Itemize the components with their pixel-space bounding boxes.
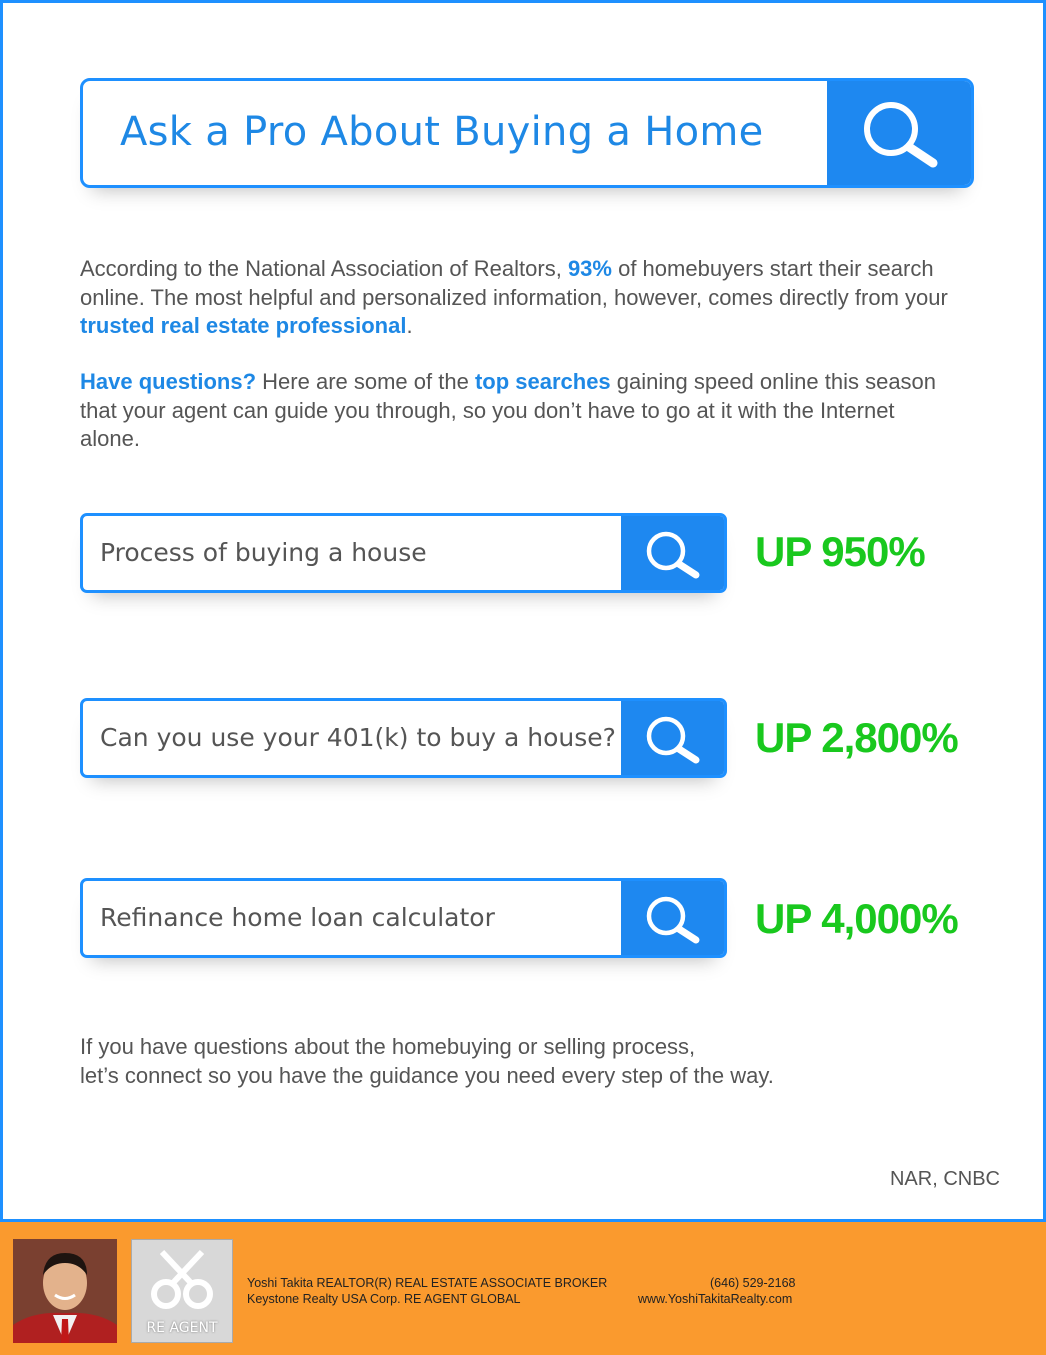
- search-icon: [827, 81, 971, 185]
- closing-paragraph: [80, 1033, 960, 1090]
- search-button: [621, 701, 724, 775]
- agent-website-link[interactable]: www.YoshiTakitaRealty.com: [638, 1292, 793, 1306]
- intro-text-2: of homebuyers start their search online. The most helpful and personalized information, however, comes directly from your: [80, 256, 948, 310]
- search-icon: [621, 516, 724, 590]
- closing-line-1: If you have questions about the homebuying or selling process,: [80, 1034, 696, 1059]
- intro-text-1: According to the National Association of Realtors,: [80, 256, 568, 281]
- hero-search-button: [827, 81, 971, 185]
- questions-text-1: Here are some of the: [256, 369, 475, 394]
- stat-increase: UP 950%: [755, 528, 925, 575]
- logo-text: RE AGENT: [146, 1320, 218, 1336]
- source-citation: NAR, CNBC: [889, 1168, 1000, 1190]
- search-button: [621, 516, 724, 590]
- search-button: [621, 881, 724, 955]
- intro-highlight-2: trusted real estate professional: [80, 313, 407, 338]
- stat-increase: UP 4,000%: [755, 895, 958, 942]
- questions-highlight-1: Have questions?: [80, 369, 257, 394]
- questions-text-2: gaining speed online this season that your agent can guide you through, so you don’t have to go at it with the Internet alone.: [80, 369, 937, 451]
- re-agent-logo: [131, 1239, 233, 1343]
- agent-name-line: Yoshi Takita REALTOR(R) REAL ESTATE ASSOCIATE BROKER: [247, 1276, 608, 1290]
- questions-highlight-2: top searches: [474, 369, 611, 394]
- agent-portrait-icon: [13, 1239, 117, 1343]
- questions-paragraph: [80, 368, 960, 454]
- closing-line-2: let’s connect so you have the guidance you need every step of the way.: [80, 1062, 774, 1088]
- search-bar-2: [80, 698, 727, 778]
- search-icon: [621, 881, 724, 955]
- search-query: Can you use your 401(k) to buy a house?: [100, 723, 616, 752]
- search-icon: [621, 701, 724, 775]
- agent-company-line: Keystone Realty USA Corp. RE AGENT GLOBAL: [247, 1292, 521, 1306]
- hero-search-bar: [80, 78, 974, 188]
- search-query: Process of buying a house: [100, 538, 427, 567]
- keys-icon: [132, 1240, 232, 1320]
- search-bar-3: [80, 878, 727, 958]
- search-query: Refinance home loan calculator: [100, 903, 495, 932]
- stat-increase: UP 2,800%: [755, 714, 958, 761]
- intro-paragraph: [80, 255, 960, 341]
- agent-footer: [0, 1222, 1046, 1355]
- search-bar-1: [80, 513, 727, 593]
- intro-text-3: .: [406, 313, 413, 338]
- agent-phone: (646) 529-2168: [710, 1276, 796, 1290]
- agent-photo: [13, 1239, 117, 1343]
- intro-highlight-1: 93%: [567, 256, 612, 281]
- hero-title: Ask a Pro About Buying a Home: [120, 109, 764, 155]
